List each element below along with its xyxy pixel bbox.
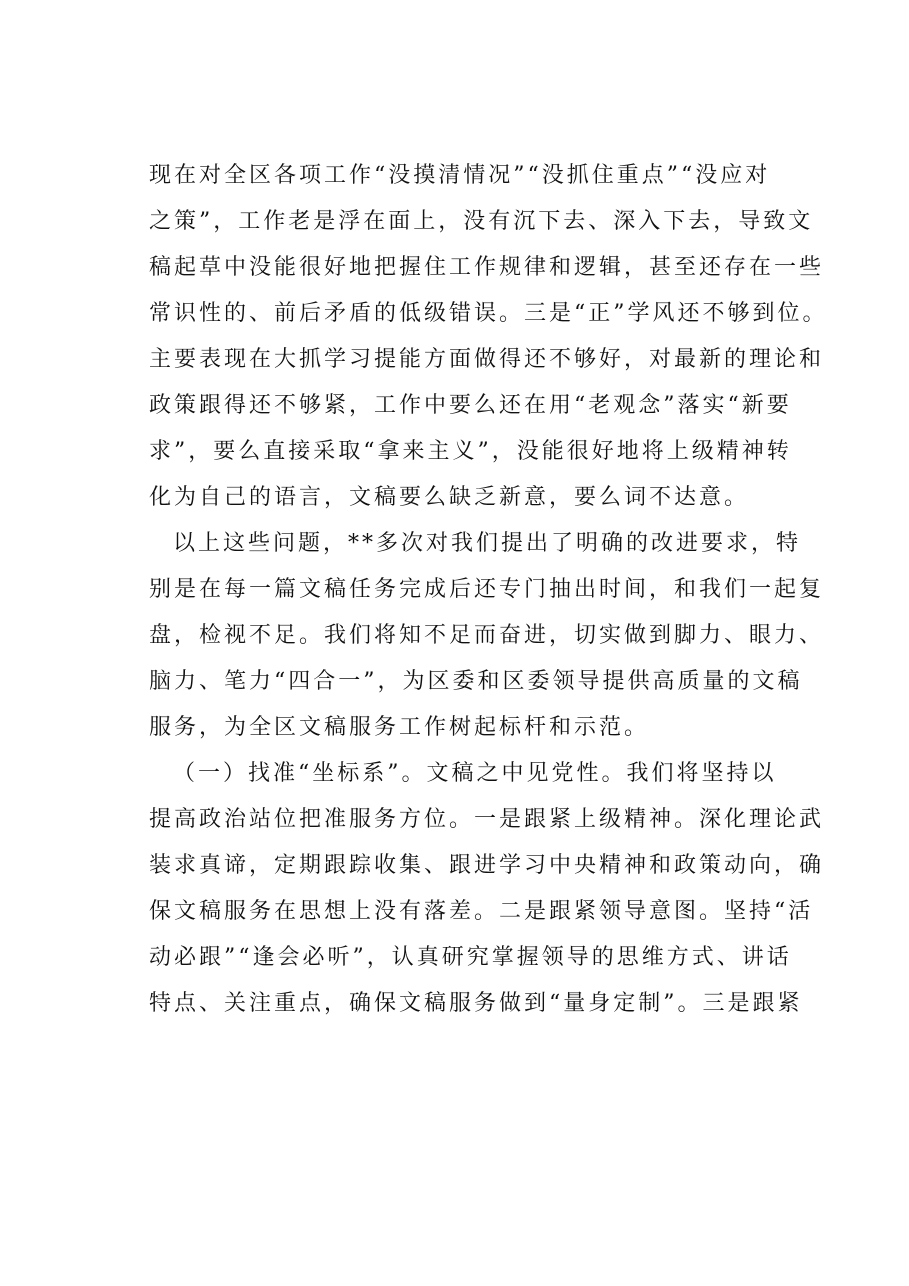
text-line: 常识性的、前后矛盾的低级错误。三是“正”学风还不够到位。 (149, 301, 828, 326)
document-body (149, 153, 828, 1027)
text-line: 别是在每一篇文稿任务完成后还专门抽出时间，和我们一起复 (149, 577, 825, 602)
text-line: 政策跟得还不够紧，工作中要么还在用“老观念”落实“新要 (149, 393, 792, 418)
text-line: 现在对全区各项工作“没摸清情况”“没抓住重点”“没应对 (149, 163, 771, 188)
text-line: 求”，要么直接采取“拿来主义”，没能很好地将上级精神转 (149, 439, 792, 464)
text-line: 特点、关注重点，确保文稿服务做到“量身定制”。三是跟紧 (149, 991, 803, 1016)
text-line: 盘，检视不足。我们将知不足而奋进，切实做到脚力、眼力、 (149, 623, 825, 648)
text-line: 保文稿服务在思想上没有落差。二是跟紧领导意图。坚持“活 (149, 899, 814, 924)
text-line: 稿起草中没能很好地把握住工作规律和逻辑，甚至还存在一些 (149, 255, 825, 280)
text-line: 动必跟”“逢会必听”，认真研究掌握领导的思维方式、讲话 (149, 945, 792, 970)
text-line: 提高政治站位把准服务方位。一是跟紧上级精神。深化理论武 (149, 807, 825, 832)
section-heading-line: （一）找准“坐标系”。文稿之中见党性。我们将坚持以 (173, 761, 777, 786)
text-line: 装求真谛，定期跟踪收集、跟进学习中央精神和政策动向，确 (149, 853, 825, 878)
paragraph-start-line: 以上这些问题，**多次对我们提出了明确的改进要求，特 (173, 531, 802, 556)
text-line: 脑力、笔力“四合一”，为区委和区委领导提供高质量的文稿 (149, 669, 803, 694)
text-line: 主要表现在大抓学习提能方面做得还不够好，对最新的理论和 (149, 347, 825, 372)
text-line: 化为自己的语言，文稿要么缺乏新意，要么词不达意。 (149, 485, 750, 510)
text-line: 之策”，工作老是浮在面上，没有沉下去、深入下去，导致文 (149, 209, 814, 234)
text-line: 服务，为全区文稿服务工作树起标杆和示范。 (149, 715, 650, 740)
